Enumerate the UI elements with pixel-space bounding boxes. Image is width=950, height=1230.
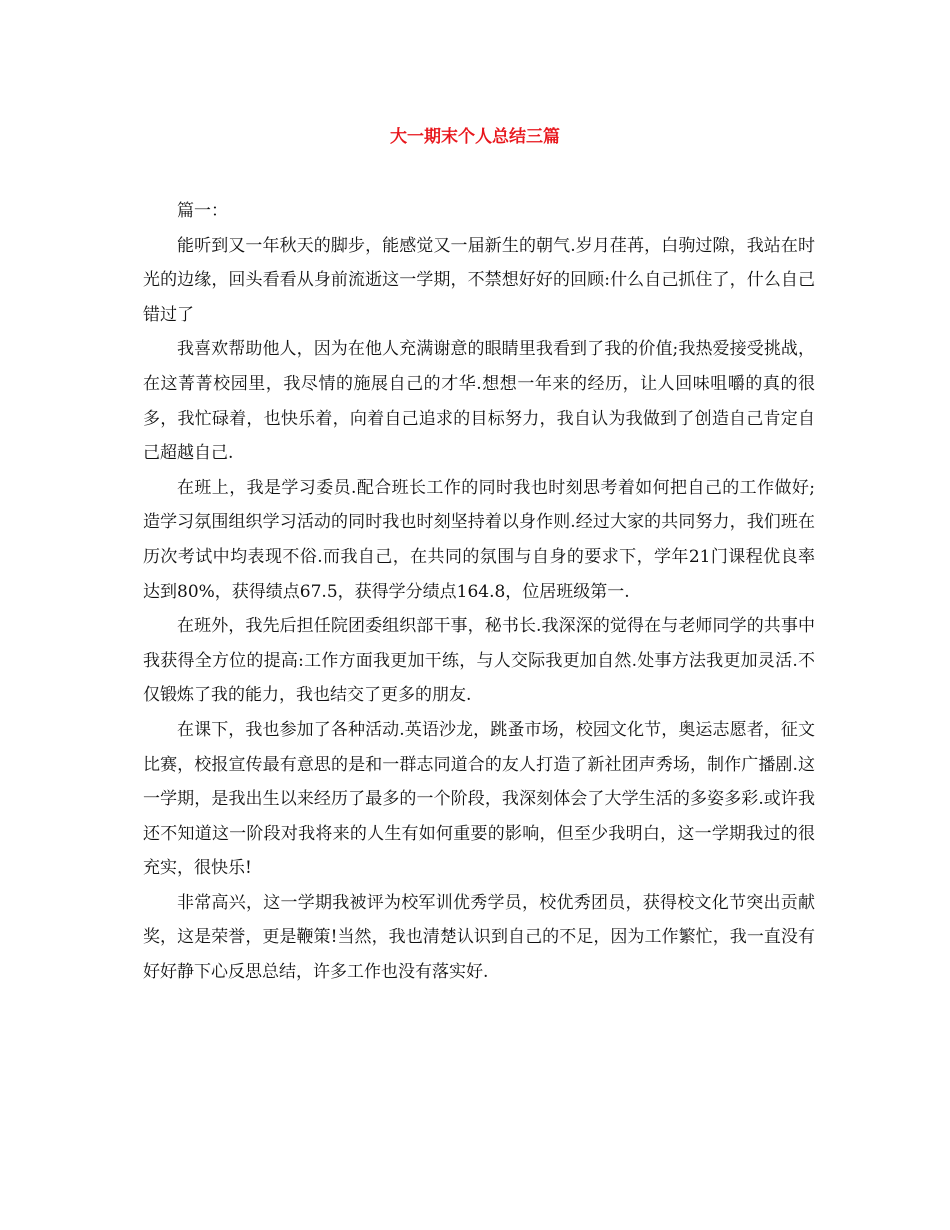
document-body (143, 194, 815, 990)
document-title: 大一期末个人总结三篇 (390, 127, 560, 147)
paragraph-4: 在班外，我先后担任院团委组织部干事，秘书长.我深深的觉得在与老师同学的共事中我获得全方位的提高:工作方面我更加干练，与人交际我更加自然.处事方法我更加灵活.不仅锻炼了我的能力，我也结交了更多的朋友. (143, 616, 815, 706)
paragraph-5: 在课下，我也参加了各种活动.英语沙龙，跳蚤市场，校园文化节，奥运志愿者，征文比赛，校报宣传最有意思的是和一群志同道合的友人打造了新社团声秀场，制作广播剧.这一学期，是我出生以来经历了最多的一个阶段，我深刻体会了大学生活的多姿多彩.或许我还不知道这一阶段对我将来的人生有如何重要的影响，但至少我明白，这一学期我过的很充实，很快乐! (143, 719, 815, 879)
paragraph-6: 非常高兴，这一学期我被评为校军训优秀学员，校优秀团员，获得校文化节突出贡献奖，这是荣誉，更是鞭策!当然，我也清楚认识到自己的不足，因为工作繁忙，我一直没有好好静下心反思总结，许多工作也没有落实好. (143, 892, 815, 983)
paragraph-2: 我喜欢帮助他人，因为在他人充满谢意的眼睛里我看到了我的价值;我热爱接受挑战，在这菁菁校园里，我尽情的施展自己的才华.想想一年来的经历，让人回味咀嚼的真的很多，我忙碌着，也快乐着，向着自己追求的目标努力，我自认为我做到了创造自己肯定自己超越自己. (143, 339, 815, 464)
paragraph-1: 能听到又一年秋天的脚步，能感觉又一届新生的朝气.岁月荏苒，白驹过隙，我站在时光的边缘，回头看看从身前流逝这一学期，不禁想好好的回顾:什么自己抓住了，什么自己错过了 (143, 235, 815, 325)
section-label: 篇一： (177, 201, 228, 221)
paragraph-3: 在班上，我是学习委员.配合班长工作的同时我也时刻思考着如何把自己的工作做好;造学习氛围组织学习活动的同时我也时刻坚持着以身作则.经过大家的共同努力，我们班在历次考试中均表现不俗.而我自己，在共同的氛围与自身的要求下，学年21门课程优良率达到80%，获得绩点67.5，获得学分绩点164.8，位居班级第一. (143, 477, 815, 602)
